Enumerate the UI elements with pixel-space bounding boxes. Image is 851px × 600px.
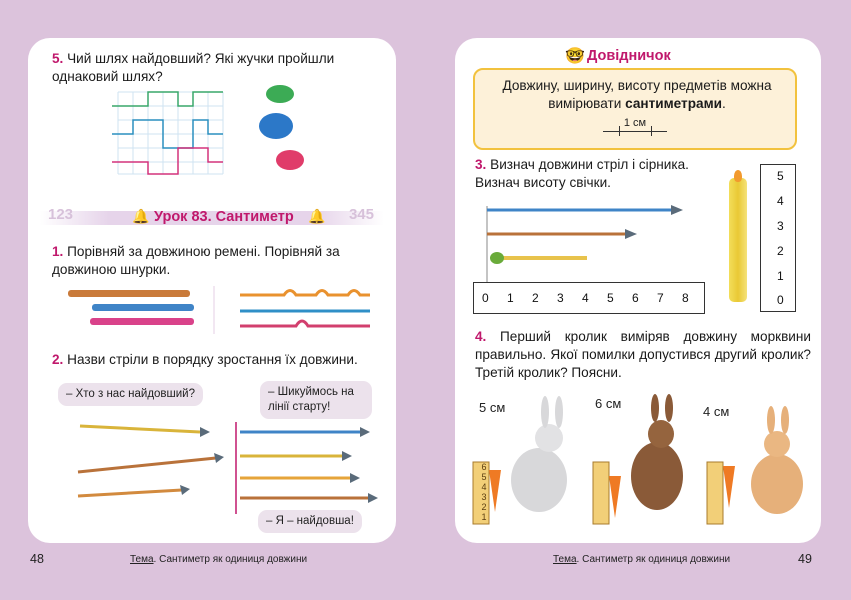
belt-3: [90, 318, 194, 325]
lesson-deco-left: 123: [48, 206, 74, 223]
belt-1: [68, 290, 190, 297]
candle: [729, 178, 747, 302]
speech-bubble-3: – Я – найдовша!: [258, 510, 362, 533]
footer-theme-right: Тема. Сантиметр як одиниця довжини: [553, 554, 731, 565]
arrows-illustration: [50, 414, 384, 514]
left-page: [28, 38, 396, 543]
guide-title: Довідничок: [587, 48, 671, 64]
green-path: [112, 92, 223, 106]
unit-label: 1 см: [623, 117, 647, 129]
lace-1: [240, 291, 370, 296]
candle-flame-icon: [734, 170, 742, 182]
rabbit-3-label: 4 см: [703, 404, 730, 419]
green-beetle-icon: [266, 85, 294, 103]
rabbit-2-label: 6 см: [595, 396, 622, 411]
red-beetle-icon: [276, 150, 304, 170]
blue-beetle-icon: [259, 113, 293, 139]
unit-ruler: [603, 118, 667, 136]
footer-theme-left: Тема. Сантиметр як одиниця довжини: [130, 554, 308, 565]
carrot-3-icon: [723, 466, 735, 508]
rabbit-1-label: 5 см: [479, 400, 506, 415]
beetles-illustration: [250, 80, 320, 190]
task1-text: 1. Порівняй за довжиною ремені. Порівняй за довжиною шнурки.: [52, 244, 340, 277]
path-grid: [108, 84, 233, 178]
bell-icon: 🔔: [132, 208, 150, 224]
arrow-2: [78, 458, 216, 472]
rabbits-illustration: [467, 394, 817, 526]
lesson-title: Урок 83. Сантиметр: [154, 209, 294, 225]
rabbit-3-icon: [751, 454, 803, 514]
arrow-1: [80, 426, 200, 432]
measured-arrows: [475, 198, 705, 282]
right-page: [455, 38, 821, 543]
rabbit-2-icon: [631, 442, 683, 510]
belt-2: [92, 304, 194, 311]
speech-bubble-1: – Хто з нас найдовший?: [58, 383, 203, 406]
lesson-header: [40, 206, 384, 230]
horizontal-ruler: 0 1 2 3 4 5 6 7 8: [473, 282, 705, 314]
lace-3: [240, 321, 370, 326]
bell-icon-right: 🔔: [308, 208, 326, 224]
small-ruler-2: [593, 462, 609, 524]
speech-bubble-2: – Шикуймось на лінії старту!: [260, 381, 372, 419]
arrow-3: [78, 490, 182, 496]
small-ruler-3: [707, 462, 723, 524]
task3-text: 3. Визнач довжини стріл і сірника. Визнач висоту свічки.: [475, 157, 689, 190]
vertical-ruler: 5 4 3 2 1 0: [760, 164, 796, 312]
small-ruler-1-labels: 6 5 4 3 2 1: [481, 462, 487, 522]
page-number-left: 48: [30, 552, 44, 566]
belts-and-laces: [68, 286, 378, 336]
mascot-icon: 🤓: [565, 48, 585, 65]
pink-path: [112, 148, 223, 174]
guide-box: [473, 68, 797, 150]
guide-text: Довжину, ширину, висоту предметів можна вимірювати сантиметрами.: [502, 78, 772, 111]
task4-text: 4. Перший кролик виміряв довжину морквини правильно. Якої помилки допустився другий кролик? Третій кролик? Поясни.: [475, 329, 812, 380]
task2-text: 2. Назви стріли в порядку зростання їх довжини.: [52, 352, 358, 367]
task5-text: 5. Чий шлях найдовший? Які жучки пройшли однаковий шлях?: [52, 51, 335, 84]
page-number-right: 49: [798, 552, 812, 566]
lesson-deco-right: 345: [348, 206, 374, 223]
carrot-2-icon: [609, 476, 621, 518]
rabbit-1-icon: [511, 448, 567, 512]
